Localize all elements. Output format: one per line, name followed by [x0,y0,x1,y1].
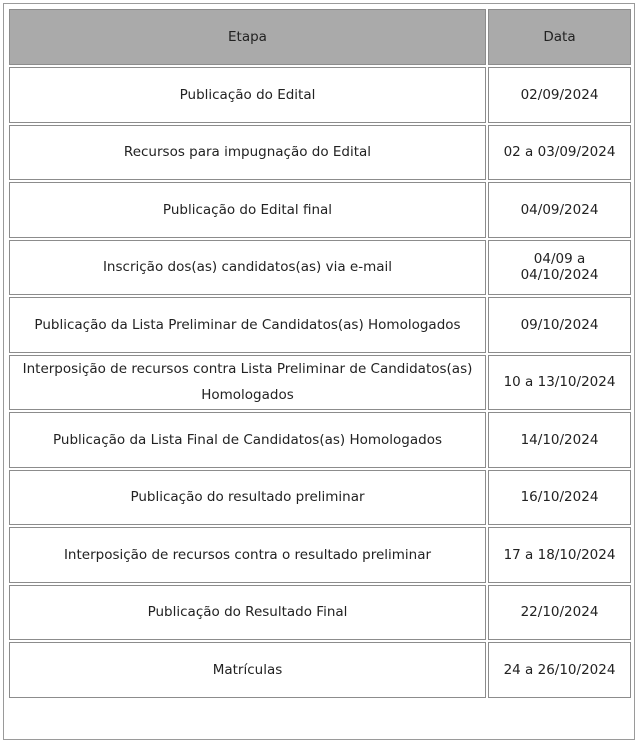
data-cell: 16/10/2024 [488,470,631,526]
etapa-cell: Publicação do Resultado Final [9,585,486,641]
schedule-table-frame [3,3,635,740]
table-row [9,585,631,641]
etapa-cell: Matrículas [9,642,486,698]
data-cell: 02 a 03/09/2024 [488,125,631,181]
column-header-etapa: Etapa [9,9,486,65]
data-cell: 02/09/2024 [488,67,631,123]
etapa-cell: Inscrição dos(as) candidatos(as) via e-mail [9,240,486,296]
data-cell: 04/09 a 04/10/2024 [488,240,631,296]
data-cell: 10 a 13/10/2024 [488,355,631,411]
table-row [9,182,631,238]
table-row [9,355,631,411]
data-cell: 24 a 26/10/2024 [488,642,631,698]
table-row [9,470,631,526]
data-cell: 14/10/2024 [488,412,631,468]
table-header-row [9,9,631,65]
table-row [9,527,631,583]
column-header-data: Data [488,9,631,65]
table-row [9,240,631,296]
data-cell: 17 a 18/10/2024 [488,527,631,583]
table-row [9,125,631,181]
table-row [9,642,631,698]
etapa-cell: Publicação do Edital final [9,182,486,238]
etapa-cell: Recursos para impugnação do Edital [9,125,486,181]
data-cell: 09/10/2024 [488,297,631,353]
table-row [9,297,631,353]
data-cell: 22/10/2024 [488,585,631,641]
etapa-cell: Publicação do Edital [9,67,486,123]
schedule-table [7,7,633,700]
etapa-cell: Publicação da Lista Final de Candidatos(as) Homologados [9,412,486,468]
etapa-cell: Interposição de recursos contra o resultado preliminar [9,527,486,583]
etapa-cell: Publicação do resultado preliminar [9,470,486,526]
data-cell: 04/09/2024 [488,182,631,238]
table-row [9,67,631,123]
etapa-cell: Interposição de recursos contra Lista Preliminar de Candidatos(as) Homologados [9,355,486,411]
table-row [9,412,631,468]
etapa-cell: Publicação da Lista Preliminar de Candidatos(as) Homologados [9,297,486,353]
